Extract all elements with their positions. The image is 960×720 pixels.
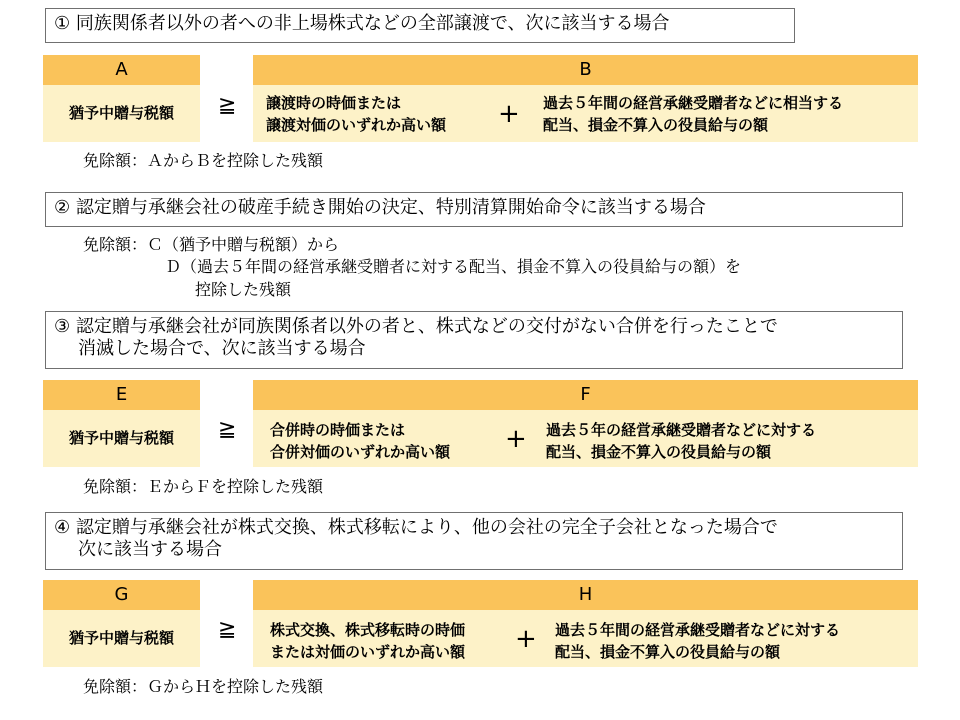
section4-right-body [253, 610, 918, 667]
section1-plus-symbol: + [498, 99, 520, 129]
section2-note-line3: 控除した残額 [195, 280, 292, 299]
section4-right-item2-line2: 配当、損金不算入の役員給与の額 [555, 643, 781, 661]
section1-left-header: A [43, 55, 200, 85]
section1-right-item1-line1: 譲渡時の時価または [266, 94, 402, 112]
section3-gte-symbol: ≧ [218, 417, 237, 442]
section1-title: ① 同族関係者以外の者への非上場株式などの全部譲渡で、次に該当する場合 [54, 13, 670, 34]
section4-right-header: H [253, 580, 918, 610]
section4-left-header: G [43, 580, 200, 610]
section3-right-body [253, 410, 918, 467]
section3-right-item1-line2: 合併対価のいずれか高い額 [270, 443, 451, 461]
section3-right-item1-line1: 合併時の時価または [270, 421, 406, 439]
section3-right-item2-line1: 過去５年の経営承継受贈者などに対する [546, 421, 817, 439]
section4-right-item1-line2: または対価のいずれか高い額 [270, 643, 466, 661]
section3-plus-symbol: + [505, 424, 527, 454]
section4-left-body [43, 610, 200, 667]
section1-right-item2-line1: 過去５年間の経営承継受贈者などに相当する [543, 94, 844, 112]
section3-left-header: E [43, 380, 200, 410]
section3-left-body [43, 410, 200, 467]
section2-note-line1: 免除額：Ｃ（猶予中贈与税額）から [83, 235, 340, 254]
section1-right-item2-line2: 配当、損金不算入の役員給与の額 [543, 116, 769, 134]
section4-title-box [45, 512, 903, 570]
section3-right-item2-line2: 配当、損金不算入の役員給与の額 [546, 443, 772, 461]
section3-note: 免除額：ＥからＦを控除した残額 [83, 477, 324, 496]
section1-right-body [253, 85, 918, 142]
section1-left-body [43, 85, 200, 142]
section4-right-item2-line1: 過去５年間の経営承継受贈者などに対する [555, 621, 841, 639]
section3-left-body-text: 猶予中贈与税額 [68, 429, 174, 447]
section4-gte-symbol: ≧ [218, 617, 237, 642]
section3-right-header: F [253, 380, 918, 410]
section1-note: 免除額：ＡからＢを控除した残額 [83, 151, 324, 170]
section4-title-line1: ④ 認定贈与承継会社が株式交換、株式移転により、他の会社の完全子会社となった場合で [54, 517, 778, 538]
section3-title-line1: ③ 認定贈与承継会社が同族関係者以外の者と、株式などの交付がない合併を行ったことで [54, 316, 778, 337]
section4-plus-symbol: + [515, 624, 537, 654]
section4-note: 免除額：ＧからＨを控除した残額 [83, 677, 324, 696]
section2-title: ② 認定贈与承継会社の破産手続き開始の決定、特別清算開始命令に該当する場合 [54, 197, 706, 218]
section1-right-item1-line2: 譲渡対価のいずれか高い額 [266, 116, 447, 134]
section4-right-item1-line1: 株式交換、株式移転時の時価 [270, 621, 466, 639]
section1-gte-symbol: ≧ [218, 93, 237, 118]
section1-left-body-text: 猶予中贈与税額 [68, 104, 174, 122]
section3-title-box [45, 311, 903, 369]
section1-right-header: B [253, 55, 918, 85]
section3-title-line2: 消滅した場合で、次に該当する場合 [78, 338, 366, 359]
section2-title-box [45, 192, 903, 227]
section4-title-line2: 次に該当する場合 [78, 539, 222, 560]
section4-left-body-text: 猶予中贈与税額 [68, 629, 174, 647]
section1-title-box [45, 8, 795, 43]
section2-note-line2: Ｄ（過去５年間の経営承継受贈者に対する配当、損金不算入の役員給与の額）を [165, 257, 742, 276]
